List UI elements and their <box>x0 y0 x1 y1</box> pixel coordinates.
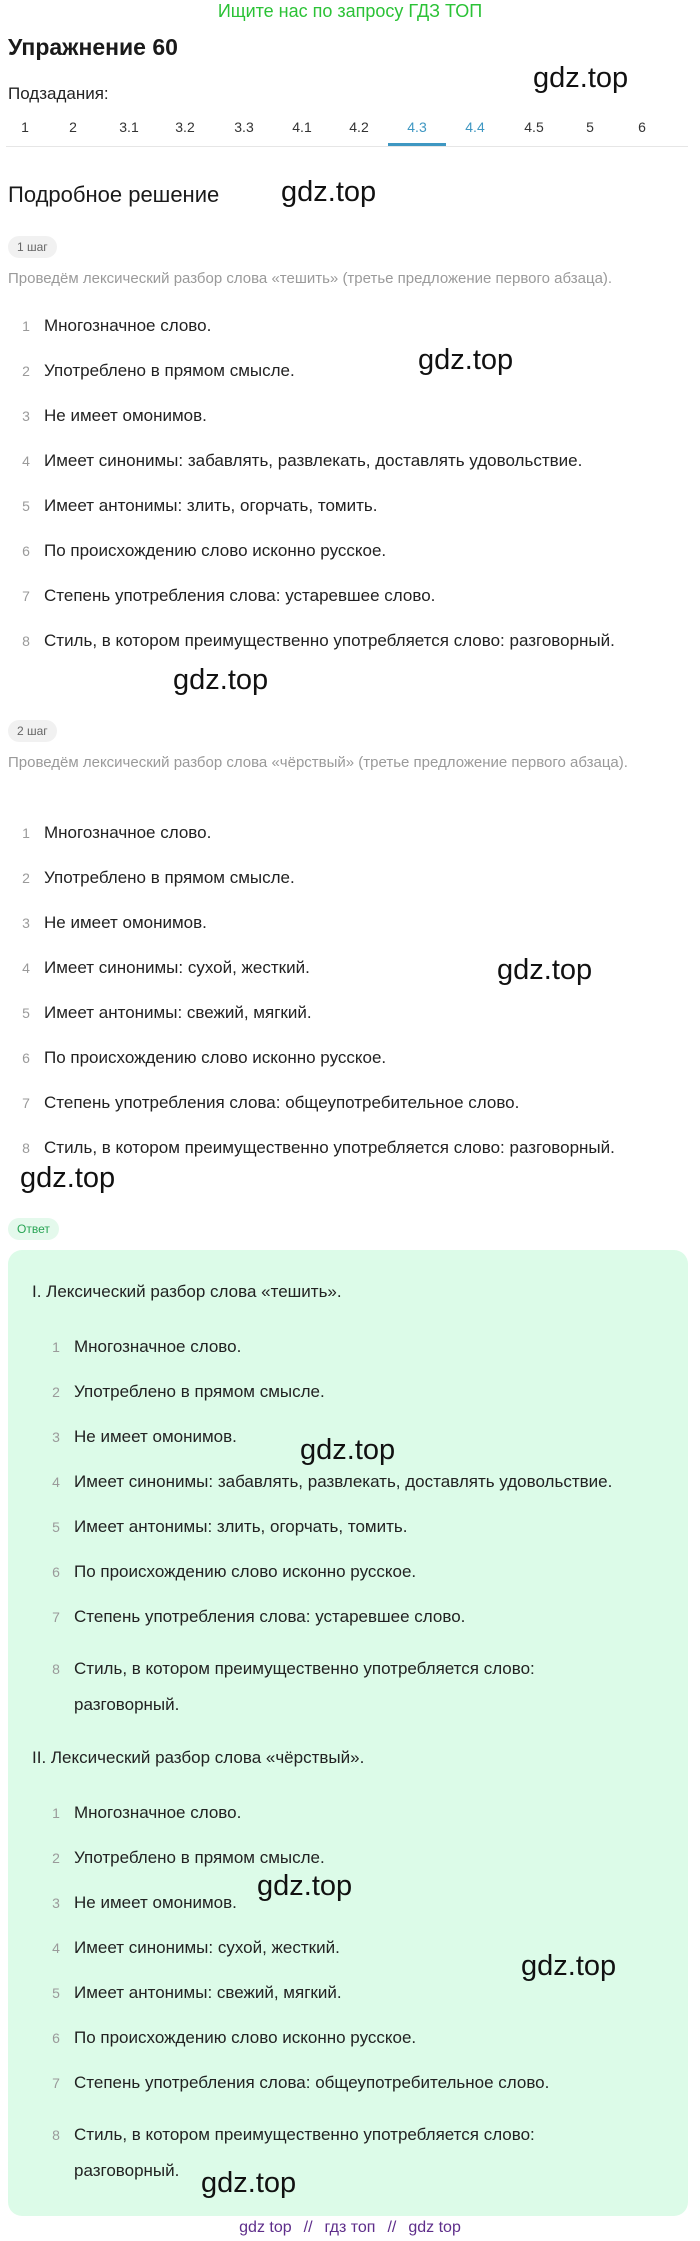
list-item: 1 Многозначное слово. <box>52 1337 242 1356</box>
footer-separator: // <box>303 2219 313 2236</box>
list-item: 3 Не имеет омонимов. <box>52 1427 237 1446</box>
footer-links <box>0 2216 700 2240</box>
subtask-tab[interactable]: 3.1 <box>119 119 139 135</box>
subtask-tab[interactable]: 3.2 <box>175 119 195 135</box>
list-item: 2 Употреблено в прямом смысле. <box>22 361 295 380</box>
list-item: 3 Не имеет омонимов. <box>52 1893 237 1912</box>
subtask-tab[interactable]: 4.4 <box>465 119 485 135</box>
list-item: 2 Употреблено в прямом смысле. <box>52 1382 325 1401</box>
list-item: 3 Не имеет омонимов. <box>22 406 207 425</box>
list-item: 7 Степень употребления слова: устаревшее слово. <box>22 586 436 605</box>
subtask-tab[interactable]: 4.5 <box>524 119 544 135</box>
list-item: 7 Степень употребления слова: устаревшее слово. <box>52 1607 466 1626</box>
watermark: gdz.top <box>201 2167 297 2199</box>
list-item: 4 Имеет синонимы: сухой, жесткий. <box>22 958 310 977</box>
subtask-tab[interactable]: 6 <box>638 119 646 135</box>
subtask-tab[interactable]: 4.2 <box>349 119 369 135</box>
footer-link[interactable]: gdz top <box>408 2219 461 2236</box>
footer-separator: // <box>387 2219 397 2236</box>
watermark: gdz.top <box>20 1162 116 1194</box>
list-item: 8 Стиль, в котором преимущественно употребляется слово: разговорный. <box>22 631 615 650</box>
list-item: 1 Многозначное слово. <box>52 1803 242 1822</box>
footer-link[interactable]: гдз топ <box>324 2219 376 2236</box>
step2-list <box>8 822 688 1182</box>
subtask-tab[interactable]: 4.1 <box>292 119 312 135</box>
subtask-tab[interactable]: 5 <box>586 119 594 135</box>
watermark: gdz.top <box>418 344 514 376</box>
watermark: gdz.top <box>300 1434 396 1466</box>
answer-part1-list <box>38 1336 678 1731</box>
watermark: gdz.top <box>533 62 629 94</box>
list-item: 5 Имеет антонимы: злить, огорчать, томить. <box>52 1517 408 1536</box>
list-item: 4 Имеет синонимы: забавлять, развлекать, доставлять удовольствие. <box>52 1472 613 1491</box>
list-item: 8 Стиль, в котором преимущественно употребляется слово: разговорный. <box>52 2125 535 2180</box>
list-item: 5 Имеет антонимы: свежий, мягкий. <box>52 1983 342 2002</box>
list-item: 7 Степень употребления слова: общеупотребительное слово. <box>52 2073 550 2092</box>
answer-part2-list <box>38 1802 678 2197</box>
watermark: gdz.top <box>281 176 377 208</box>
subtask-tabs <box>6 110 688 147</box>
list-item: 6 По происхождению слово исконно русское. <box>52 2028 417 2047</box>
exercise-title: Упражнение 60 <box>8 34 178 60</box>
list-item: 6 По происхождению слово исконно русское. <box>22 1048 387 1067</box>
list-item: 6 По происхождению слово исконно русское. <box>22 541 387 560</box>
list-item: 8 Стиль, в котором преимущественно употребляется слово: разговорный. <box>22 1138 615 1157</box>
list-item: 4 Имеет синонимы: сухой, жесткий. <box>52 1938 340 1957</box>
step-intro: Проведём лексический разбор слова «чёрствый» (третье предложение первого абзаца). <box>8 754 628 771</box>
watermark: gdz.top <box>521 1950 617 1982</box>
step1-list <box>8 315 688 675</box>
section-title: Подробное решение <box>8 182 220 207</box>
watermark: gdz.top <box>173 664 269 696</box>
list-item: 3 Не имеет омонимов. <box>22 913 207 932</box>
subtask-tab[interactable]: 3.3 <box>234 119 254 135</box>
watermark: gdz.top <box>497 954 593 986</box>
list-item: 7 Степень употребления слова: общеупотребительное слово. <box>22 1093 520 1112</box>
step-badge: 2 шаг <box>8 720 57 742</box>
subtask-tab[interactable]: 2 <box>69 119 77 135</box>
footer-link[interactable]: gdz top <box>239 2219 292 2236</box>
step-badge: 1 шаг <box>8 236 57 258</box>
answer-part1-title: I. Лексический разбор слова «тешить». <box>32 1282 342 1301</box>
answer-badge: Ответ <box>8 1218 59 1240</box>
list-item: 4 Имеет синонимы: забавлять, развлекать, доставлять удовольствие. <box>22 451 583 470</box>
list-item: 5 Имеет антонимы: свежий, мягкий. <box>22 1003 312 1022</box>
subtask-tab[interactable]: 1 <box>21 119 29 135</box>
list-item: 5 Имеет антонимы: злить, огорчать, томить. <box>22 496 378 515</box>
answer-box <box>8 1250 688 2216</box>
step-intro: Проведём лексический разбор слова «тешить» (третье предложение первого абзаца). <box>8 270 613 287</box>
subtasks-label: Подзадания: <box>8 84 109 103</box>
list-item: 1 Многозначное слово. <box>22 823 212 842</box>
promo-banner[interactable]: Ищите нас по запросу ГДЗ ТОП <box>217 1 483 21</box>
answer-part2-title: II. Лексический разбор слова «чёрствый». <box>32 1748 365 1767</box>
list-item: 2 Употреблено в прямом смысле. <box>52 1848 325 1867</box>
watermark: gdz.top <box>257 1870 353 1902</box>
list-item: 1 Многозначное слово. <box>22 316 212 335</box>
list-item: 8 Стиль, в котором преимущественно употребляется слово: разговорный. <box>52 1659 535 1714</box>
list-item: 2 Употреблено в прямом смысле. <box>22 868 295 887</box>
list-item: 6 По происхождению слово исконно русское. <box>52 1562 417 1581</box>
subtask-tab-active[interactable]: 4.3 <box>388 110 446 146</box>
